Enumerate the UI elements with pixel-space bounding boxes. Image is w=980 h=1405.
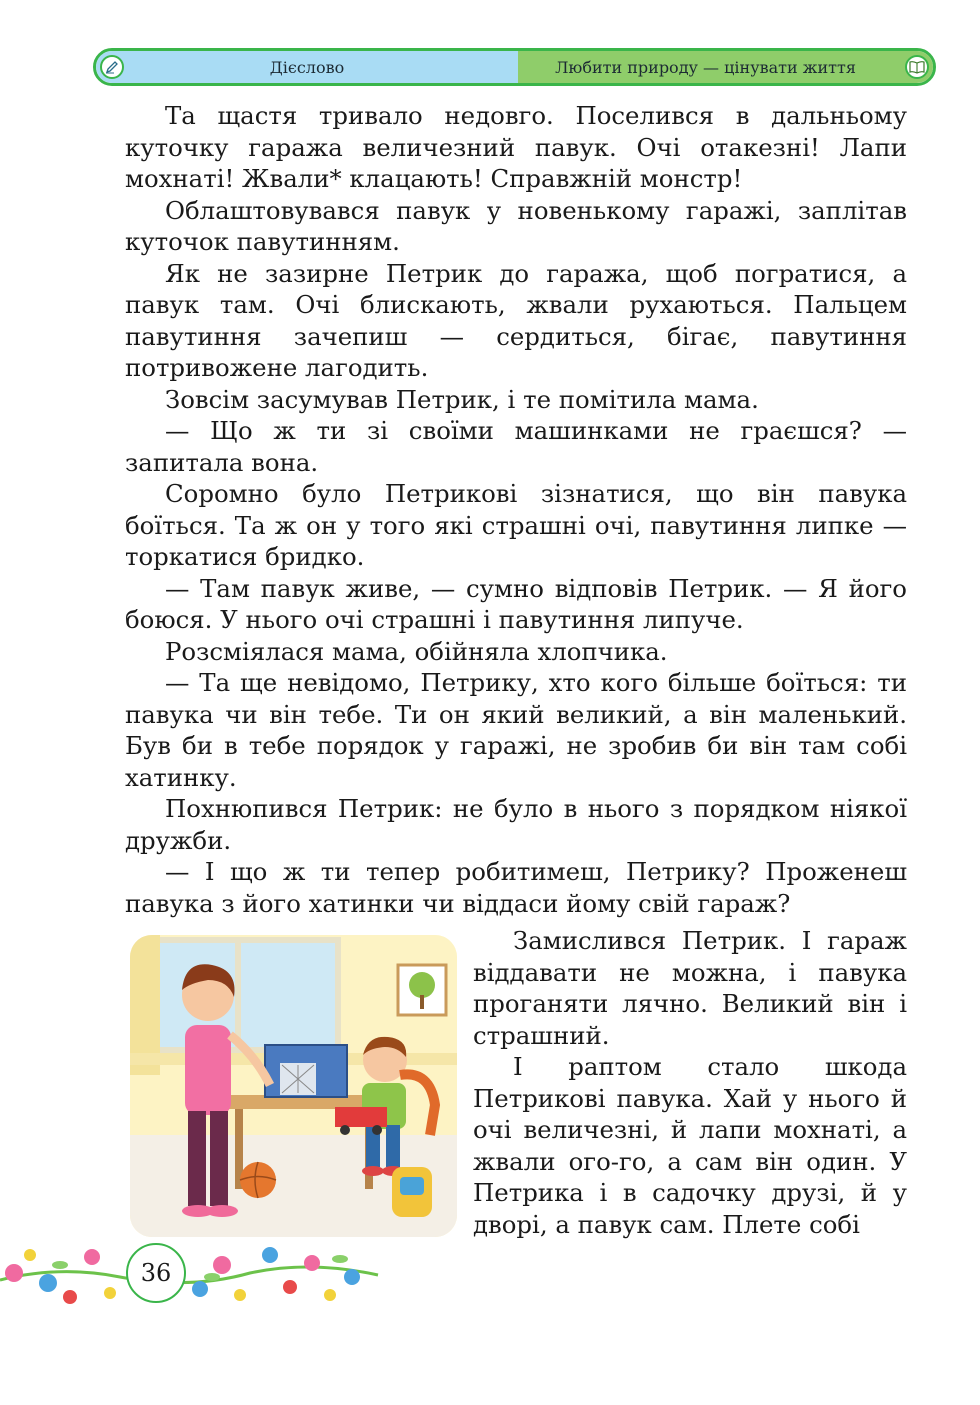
chapter-header xyxy=(93,48,936,86)
paragraph: Зовсім засумував Петрик, і те помітила мама. xyxy=(165,384,759,414)
story-text xyxy=(125,100,907,919)
book-icon xyxy=(905,55,929,79)
paragraph: Як не зазирне Петрик до гаража, щоб погратися, а павук там. Очі блискають, жвали рухаються. Пальцем павутиння зачепиш — сердиться, бігає, павутиння потривожене лагодить. xyxy=(125,258,907,382)
paragraph: І раптом стало шкода Петрикові павука. Хай у нього й очі величезні, й лапи мохнаті, а жвали ого-го, а сам він один. У Петрика і в садочку друзі, й у дворі, а павук сам. Плете собі xyxy=(473,1052,907,1239)
paragraph: — І що ж ти тепер робитимеш, Петрику? Проженеш павука з його хатинки чи віддаси йому свій гараж? xyxy=(125,857,907,918)
paragraph: Розсміялася мама, обійняла хлопчика. xyxy=(165,636,668,666)
pen-icon xyxy=(100,55,124,79)
paragraph: — Там павук живе, — сумно відповів Петрик. — Я його боюся. У нього очі страшні і павутиння липуче. xyxy=(125,573,907,634)
mother-and-boy-illustration xyxy=(130,935,457,1237)
flower-decoration xyxy=(0,1235,380,1315)
page-number: 36 xyxy=(126,1243,186,1303)
paragraph: Похнюпився Петрик: не було в нього з порядком ніякої дружби. xyxy=(125,794,907,855)
paragraph: Замислився Петрик. І гараж віддавати не можна, і павука проганяти лячно. Великий він і страшний. xyxy=(473,926,907,1050)
paragraph: — Та ще невідомо, Петрику, хто кого більше боїться: ти павука чи він тебе. Ти он який великий, а він маленький. Був би в тебе порядок у гаражі, не зробив би він там собі хатинку. xyxy=(125,668,907,792)
paragraph: Соромно було Петрикові зізнатися, що він павука боїться. Та ж он у того які страшні очі, павутиння липке — торкатися бридко. xyxy=(125,479,907,571)
paragraph: Та щастя тривало недовго. Поселився в дальньому куточку гаража величезний павук. Очі отакезні! Лапи мохнаті! Жвали* клацають! Справжній монстр! xyxy=(125,101,907,193)
section-title: Дієслово xyxy=(269,57,345,77)
theme-title: Любити природу — цінувати життя xyxy=(555,57,856,77)
section-tab xyxy=(96,51,518,83)
paragraph: — Що ж ти зі своїми машинками не граєшся? — запитала вона. xyxy=(125,416,907,477)
paragraph: Облаштовувався павук у новенькому гаражі, заплітав куточок павутинням. xyxy=(125,195,907,256)
side-text xyxy=(473,925,907,1240)
theme-tab xyxy=(518,51,933,83)
